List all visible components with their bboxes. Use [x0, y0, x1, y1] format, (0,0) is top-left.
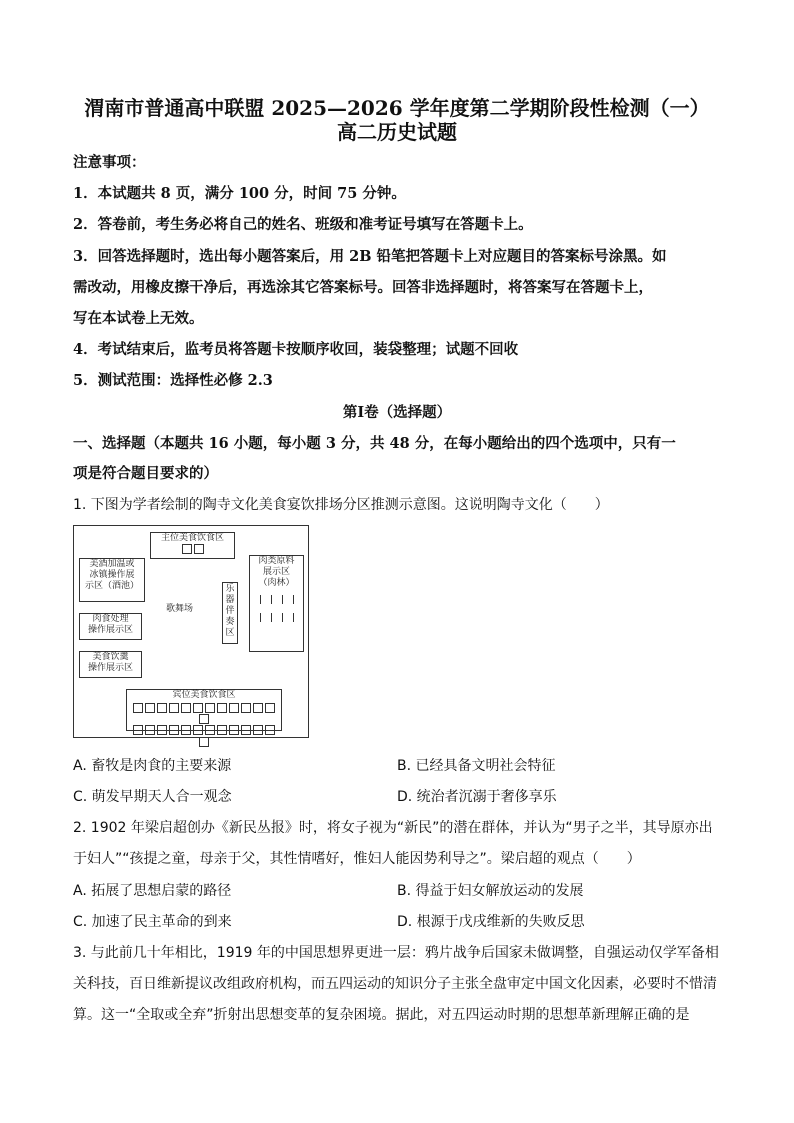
- notice-line-2: 2．答卷前，考生务必将自己的姓名、班级和准考证号填写在答题卡上。: [73, 216, 533, 233]
- q1-diagram: [73, 525, 309, 738]
- meat-rack-row-2: [250, 613, 303, 626]
- zone-wine-label-3: 示区（酒池）: [84, 581, 139, 591]
- zone-wine-label-1: 美酒加温或: [89, 559, 135, 569]
- question-3-stem-2: 关科技，百日维新提议改组政府机构，而五四运动的知识分子主张全盘审定中国文化因素，必要时不惜清: [73, 976, 717, 992]
- zone-meat-display-label-1: 肉类原料: [258, 556, 295, 566]
- q1-option-a[interactable]: A. 畜牧是肉食的主要来源: [73, 758, 232, 774]
- notice-line-4: 需改动，用橡皮擦干净后，再选涂其它答案标号。回答非选择题时，将答案写在答题卡上，: [73, 279, 653, 296]
- notice-heading: 注意事项：: [73, 154, 146, 171]
- zone-food-serving-label-2: 操作展示区: [87, 663, 133, 673]
- guest-seats-row-1: [127, 703, 281, 724]
- zone-meat-processing-label-1: 肉食处理: [92, 614, 129, 624]
- zone-music-char-2: 器: [225, 595, 235, 605]
- zone-music-char-4: 奏: [225, 617, 235, 627]
- meat-rack-row-1: [250, 595, 303, 608]
- question-3-stem-1: 3. 与此前几十年相比，1919 年的中国思想界更进一层：鸦片战争后国家未做调整，自强运动仅学军备相: [73, 945, 719, 961]
- question-1-stem: 1. 下图为学者绘制的陶寺文化美食宴饮排场分区推测示意图。这说明陶寺文化（ ）: [73, 497, 609, 513]
- zone-guest-dining: [126, 689, 282, 731]
- question-2-stem-2: 于妇人”“孩提之童，母亲于父，其性情嗜好，惟妇人能因势利导之”。梁启超的观点（ ）: [73, 851, 641, 867]
- question-3-stem-3: 算。这一“全取或全弃”折射出思想变革的复杂困境。据此，对五四运动时期的思想革新理解正确的是: [73, 1007, 690, 1023]
- q2-option-a[interactable]: A. 拓展了思想启蒙的路径: [73, 883, 232, 899]
- q2-option-c[interactable]: C. 加速了民主革命的到来: [73, 914, 232, 930]
- section-instruction-2: 项是符合题目要求的）: [73, 465, 218, 482]
- zone-music-char-3: 伴: [225, 606, 235, 616]
- zone-guest-dining-label: 宾位美食饮食区: [172, 690, 236, 700]
- guest-seats-row-2: [127, 724, 281, 748]
- zone-music-char-5: 区: [225, 628, 235, 638]
- dance-area-label: 歌舞场: [166, 604, 194, 614]
- q1-option-c[interactable]: C. 萌发早期天人合一观念: [73, 789, 232, 805]
- zone-host-seats: [151, 544, 234, 556]
- notice-line-7: 5．测试范围：选择性必修 2.3: [73, 372, 273, 389]
- question-2-stem-1: 2. 1902 年梁启超创办《新民丛报》时，将女子视为“新民”的潜在群体，并认为“男子之半，其导原亦出: [73, 820, 713, 836]
- section-instruction-1: 一、选择题（本题共 16 小题，每小题 3 分，共 48 分，在每小题给出的四个选项中，只有一: [73, 435, 676, 452]
- q2-option-b[interactable]: B. 得益于妇女解放运动的发展: [397, 883, 584, 899]
- zone-host-dining: [150, 532, 235, 559]
- zone-wine-label-2: 冰镇操作展: [89, 570, 135, 580]
- q2-option-d[interactable]: D. 根源于戊戌维新的失败反思: [397, 914, 585, 930]
- zone-music-char-1: 乐: [225, 584, 235, 594]
- zone-meat-display-label-2: 展示区: [262, 567, 290, 577]
- zone-meat-processing-label-2: 操作展示区: [87, 625, 133, 635]
- zone-wine: [79, 558, 145, 602]
- notice-line-3: 3．回答选择题时，选出每小题答案后，用 2B 铅笔把答题卡上对应题目的答案标号涂黑。如: [73, 248, 667, 265]
- q1-option-d[interactable]: D. 统治者沉溺于奢侈享乐: [397, 789, 557, 805]
- zone-host-dining-label: 主位美食饮食区: [160, 533, 224, 543]
- notice-line-6: 4．考试结束后，监考员将答题卡按顺序收回，装袋整理；试题不回收: [73, 341, 519, 358]
- zone-meat-processing: [79, 613, 142, 640]
- exam-subtitle: 高二历史试题: [337, 120, 457, 144]
- notice-line-1: 1．本试题共 8 页，满分 100 分，时间 75 分钟。: [73, 185, 406, 202]
- zone-food-serving: [79, 651, 142, 678]
- volume-title: 第Ⅰ卷（选择题）: [342, 404, 452, 421]
- zone-meat-display: [249, 555, 304, 652]
- zone-food-serving-label-1: 美食饮羹: [92, 652, 129, 662]
- exam-title: 渭南市普通高中联盟 2025—2026 学年度第二学期阶段性检测（一）: [84, 96, 710, 120]
- zone-meat-display-label-3: （肉林）: [258, 578, 295, 588]
- zone-music: [222, 582, 238, 644]
- q1-option-b[interactable]: B. 已经具备文明社会特征: [397, 758, 556, 774]
- notice-line-5: 写在本试卷上无效。: [73, 310, 204, 327]
